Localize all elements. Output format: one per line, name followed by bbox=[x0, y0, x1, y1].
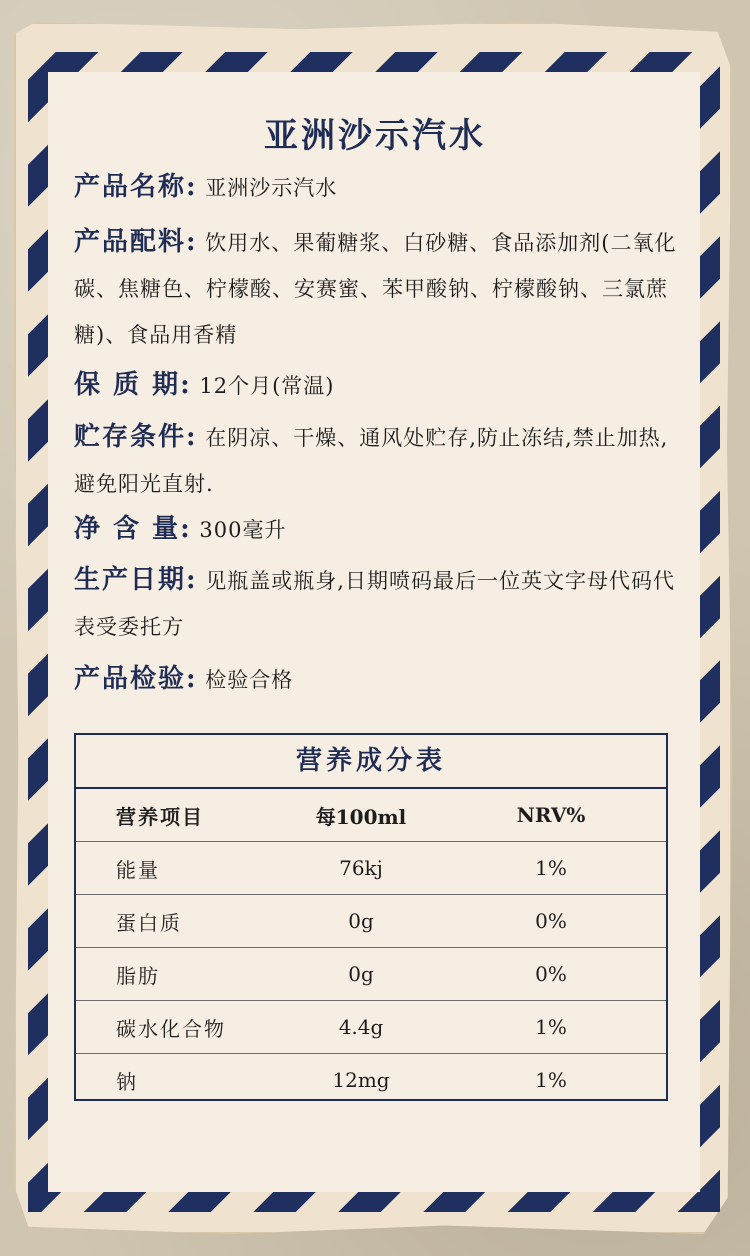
table-row bbox=[76, 1001, 666, 1054]
info-inspection bbox=[74, 656, 684, 703]
info-storage bbox=[74, 414, 684, 507]
nutrient-amount: 4.4g bbox=[338, 1015, 384, 1039]
info-value: 在阴凉、干燥、通风处贮存,防止冻结,禁止加热,避免阳光直射. bbox=[74, 426, 669, 496]
nutrient-nrv: 1% bbox=[535, 856, 567, 880]
product-title: 亚洲沙示汽水 bbox=[264, 116, 486, 156]
table-row bbox=[76, 1054, 666, 1106]
info-value: 300毫升 bbox=[199, 518, 287, 542]
info-label: 贮存条件: bbox=[74, 422, 198, 452]
info-label: 产品名称: bbox=[74, 172, 198, 202]
nutrient-name: 钠 bbox=[116, 1069, 138, 1094]
info-shelf-life bbox=[74, 362, 684, 409]
nutrient-amount: 12mg bbox=[332, 1068, 390, 1092]
info-value: 12个月(常温) bbox=[199, 374, 335, 398]
info-value: 检验合格 bbox=[205, 668, 294, 692]
nutrient-name: 脂肪 bbox=[116, 963, 160, 988]
nutrition-table-title: 营养成分表 bbox=[76, 735, 666, 789]
info-label: 生产日期: bbox=[74, 565, 198, 595]
header-item: 营养项目 bbox=[116, 804, 204, 829]
nutrient-amount: 0g bbox=[348, 962, 374, 986]
info-value: 见瓶盖或瓶身,日期喷码最后一位英文字母代码代表受委托方 bbox=[74, 569, 675, 639]
nutrition-table bbox=[74, 733, 668, 1101]
header-per-100ml: 每100ml bbox=[315, 804, 407, 829]
info-value: 饮用水、果葡糖浆、白砂糖、食品添加剂(二氧化碳、焦糖色、柠檬酸、安赛蜜、苯甲酸钠、柠檬酸钠、三氯蔗糖)、食品用香精 bbox=[74, 231, 677, 347]
info-label: 净 含 量: bbox=[74, 514, 192, 544]
nutrient-amount: 0g bbox=[348, 909, 374, 933]
nutrient-name: 能量 bbox=[116, 857, 160, 882]
header-nrv: NRV% bbox=[516, 803, 586, 827]
nutrient-nrv: 0% bbox=[535, 962, 567, 986]
info-production-date bbox=[74, 557, 684, 650]
info-label: 保 质 期: bbox=[74, 370, 192, 400]
table-row bbox=[76, 842, 666, 895]
nutrient-name: 碳水化合物 bbox=[116, 1016, 226, 1041]
table-row bbox=[76, 948, 666, 1001]
nutrient-nrv: 0% bbox=[535, 909, 567, 933]
info-label: 产品配料: bbox=[74, 227, 198, 257]
table-header-row bbox=[76, 789, 666, 842]
info-net-content bbox=[74, 506, 684, 553]
nutrient-nrv: 1% bbox=[535, 1015, 567, 1039]
nutrient-nrv: 1% bbox=[535, 1068, 567, 1092]
info-name bbox=[74, 164, 684, 211]
info-ingredients bbox=[74, 219, 684, 358]
info-label: 产品检验: bbox=[74, 664, 198, 694]
nutrient-amount: 76kj bbox=[339, 856, 383, 880]
nutrient-name: 蛋白质 bbox=[116, 910, 182, 935]
info-value: 亚洲沙示汽水 bbox=[205, 176, 338, 200]
table-row bbox=[76, 895, 666, 948]
